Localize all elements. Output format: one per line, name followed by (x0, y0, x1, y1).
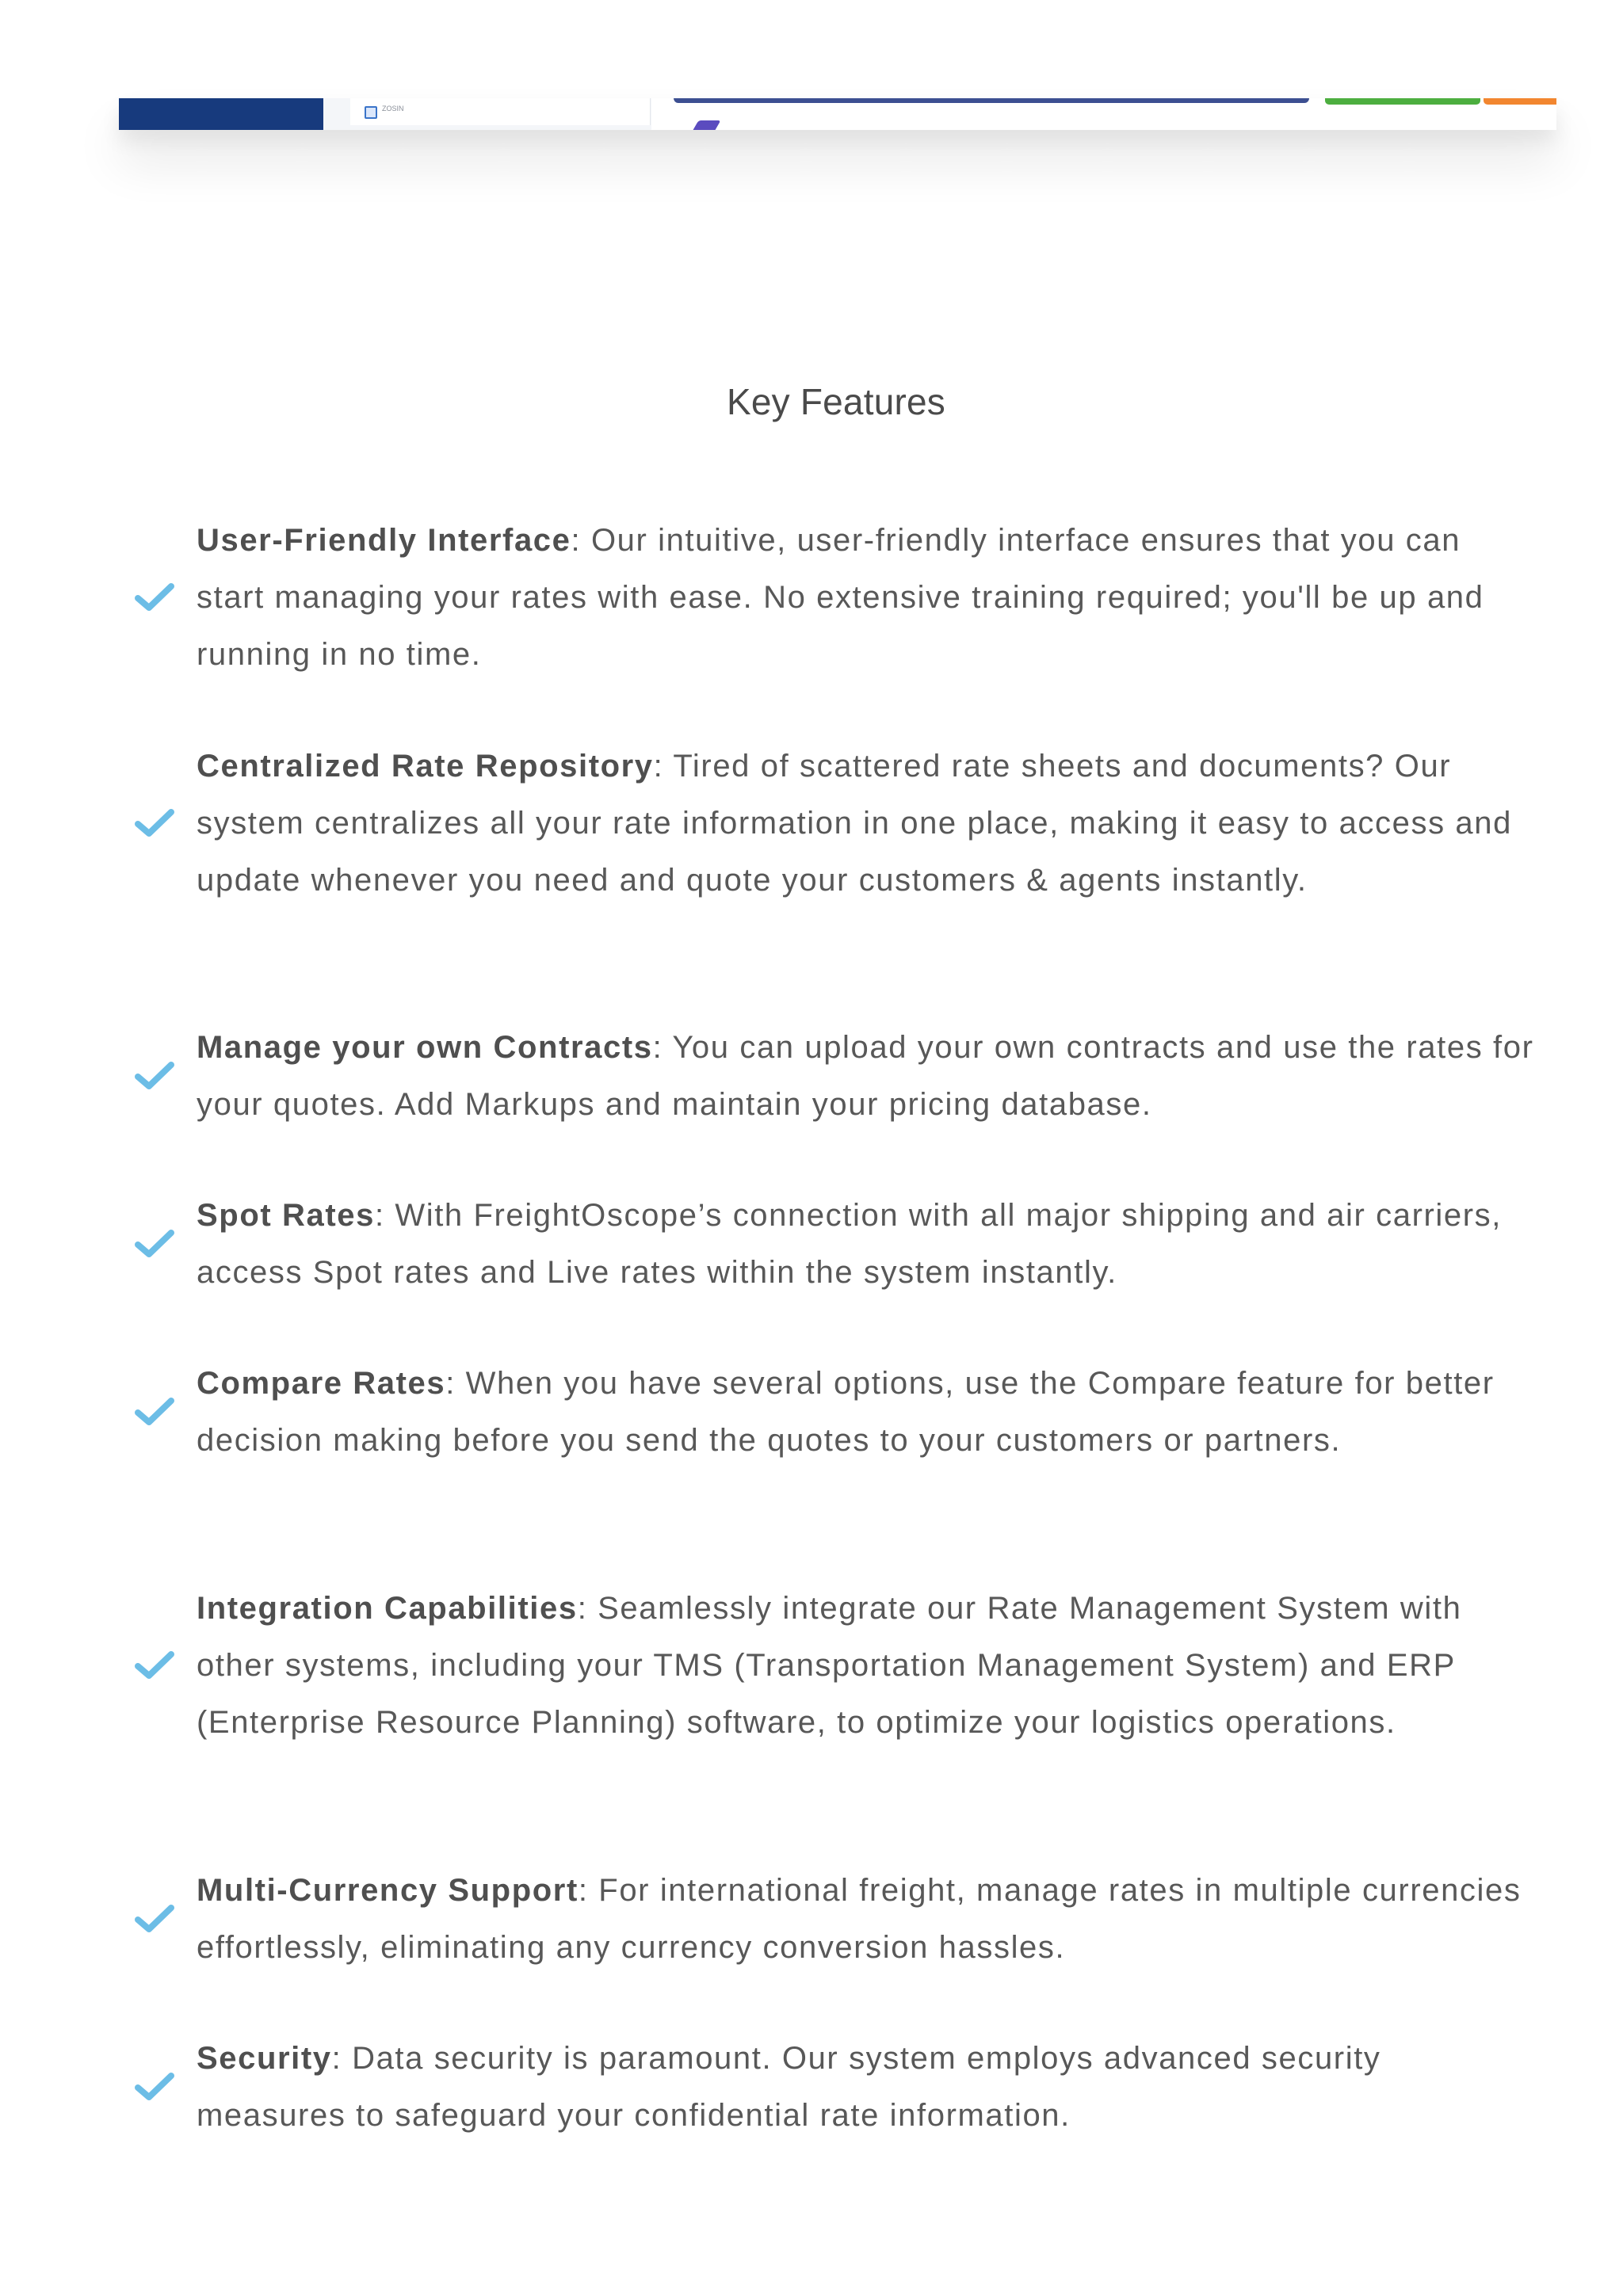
check-icon (135, 1396, 174, 1428)
feature-body: : When you have several options, use the Compare feature for better decision making before you send the quotes to your customers or partners. (197, 1366, 1495, 1458)
check-icon (135, 1903, 174, 1935)
feature-item (135, 1355, 1537, 1469)
feature-title: Centralized Rate Repository (197, 749, 654, 784)
feature-item (135, 1019, 1537, 1133)
feature-title: Security (197, 2041, 332, 2076)
product-screenshot-content (119, 98, 1556, 130)
check-icon (135, 1228, 174, 1260)
feature-item (135, 738, 1537, 909)
screenshot-green-button (1325, 98, 1480, 105)
feature-body: : Seamlessly integrate our Rate Management System with other systems, including your TMS (Transportation Management System) and ERP (Enterprise Resource Planning) software, to optimize your logistics operations. (197, 1591, 1462, 1740)
feature-item (135, 1187, 1537, 1301)
screenshot-filter-panel (350, 98, 651, 125)
feature-description (197, 1355, 1537, 1469)
feature-body: : Data security is paramount. Our system employs advanced security measures to safeguard your confidential rate information. (197, 2041, 1381, 2133)
feature-title: Manage your own Contracts (197, 1030, 653, 1065)
feature-body: : Our intuitive, user-friendly interface ensures that you can start managing your rates with ease. No extensive training required; you'll be up and running in no time. (197, 523, 1484, 672)
feature-body: : For international freight, manage rates in multiple currencies effortlessly, eliminating any currency conversion hassles. (197, 1873, 1522, 1965)
feature-description (197, 1019, 1537, 1133)
feature-body: : You can upload your own contracts and use the rates for your quotes. Add Markups and maintain your pricing database. (197, 1030, 1534, 1122)
check-icon (135, 1060, 174, 1092)
feature-description (197, 738, 1537, 909)
check-icon (135, 2071, 174, 2103)
feature-description (197, 1862, 1537, 1976)
feature-item (135, 1862, 1537, 1976)
checkbox-icon (365, 106, 377, 119)
screenshot-main-area (651, 98, 1556, 130)
feature-title: Spot Rates (197, 1198, 375, 1233)
check-icon (135, 807, 174, 839)
screenshot-checkbox-label: ZOSIN (382, 105, 404, 113)
feature-description (197, 1580, 1537, 1751)
feature-title: User-Friendly Interface (197, 523, 571, 558)
feature-item (135, 1580, 1537, 1751)
screenshot-sidebar (119, 98, 323, 130)
product-screenshot (119, 98, 1556, 130)
feature-description (197, 2030, 1537, 2144)
feature-title: Compare Rates (197, 1366, 446, 1401)
check-icon (135, 582, 174, 613)
feature-body: : Tired of scattered rate sheets and documents? Our system centralizes all your rate information in one place, making it easy to access and update whenever you need and quote your customers & agents instantly. (197, 749, 1512, 898)
feature-item (135, 512, 1537, 683)
feature-title: Multi-Currency Support (197, 1873, 579, 1908)
feature-description (197, 512, 1537, 683)
feature-body: : With FreightOscope’s connection with all major shipping and air carriers, access Spot rates and Live rates within the system instantly. (197, 1198, 1502, 1290)
feature-item (135, 2030, 1537, 2144)
screenshot-search-bar (674, 98, 1309, 103)
feature-title: Integration Capabilities (197, 1591, 578, 1626)
screenshot-orange-button (1484, 98, 1556, 105)
feature-description (197, 1187, 1537, 1301)
check-icon (135, 1650, 174, 1681)
section-title: Key Features (727, 381, 945, 422)
